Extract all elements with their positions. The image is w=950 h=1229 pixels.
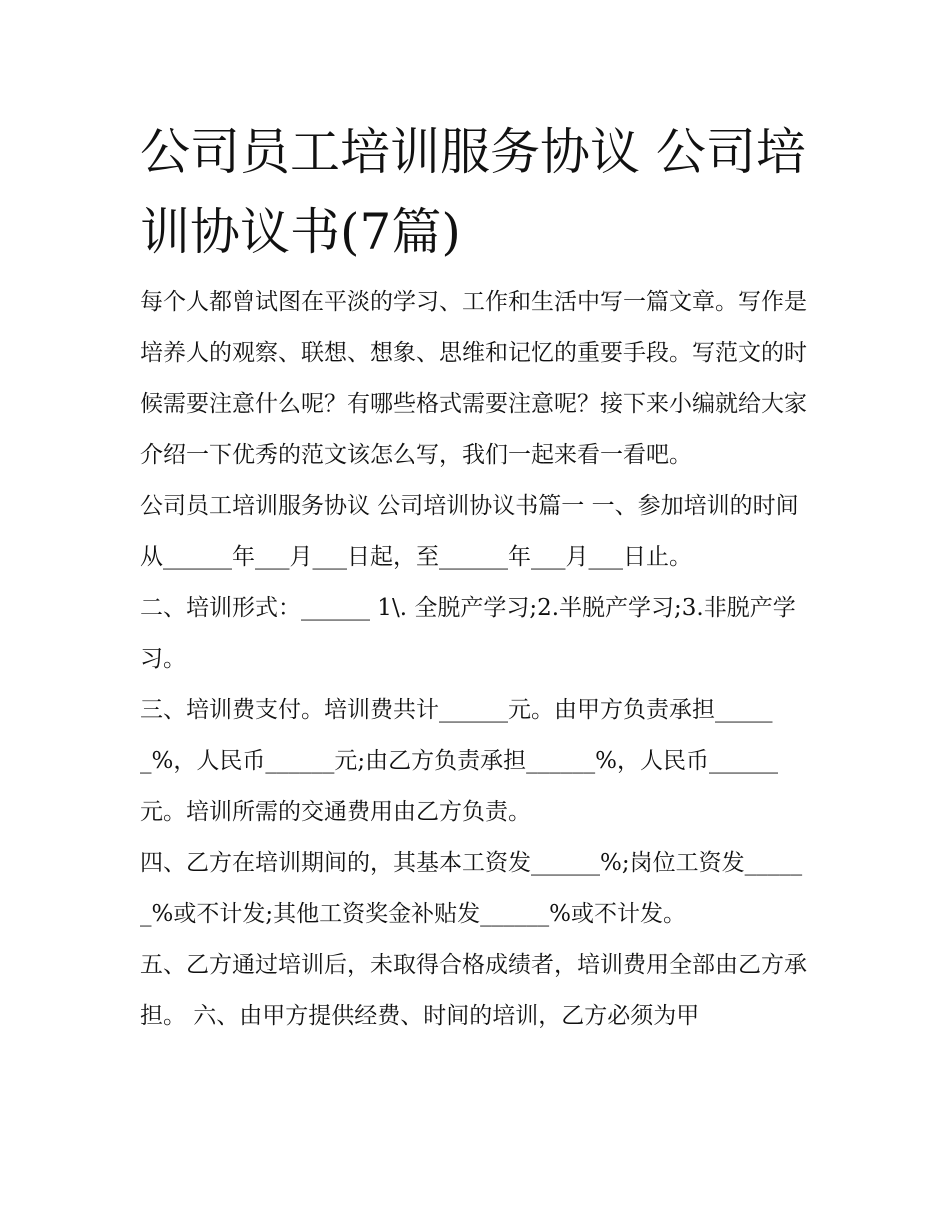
clause-two-paragraph: 二、培训形式：______ 1\. 全脱产学习;2.半脱产学习;3.非脱产学习。 (140, 595, 796, 672)
clause-four-paragraph: 四、乙方在培训期间的，其基本工资发______%;岗位工资发______%或不计发;其他工资奖金补贴发______%或不计发。 (140, 850, 803, 927)
document-title: 公司员工培训服务协议 公司培训协议书(7篇) (140, 123, 806, 261)
clause-five-six-paragraph: 五、乙方通过培训后，未取得合格成绩者，培训费用全部由乙方承担。 六、由甲方提供经费、时间的培训，乙方必须为甲 (140, 952, 807, 1029)
clause-one-paragraph: 公司员工培训服务协议 公司培训协议书篇一 一、参加培训的时间从______年___月___日起，至______年___月___日止。 (140, 493, 799, 570)
document-body (140, 277, 820, 1042)
intro-paragraph: 每个人都曾试图在平淡的学习、工作和生活中写一篇文章。写作是培养人的观察、联想、想象、思维和记忆的重要手段。写范文的时候需要注意什么呢？有哪些格式需要注意呢？接下来小编就给大家介绍一下优秀的范文该怎么写，我们一起来看一看吧。 (140, 289, 807, 468)
clause-three-paragraph: 三、培训费支付。培训费共计______元。由甲方负责承担______%，人民币______元;由乙方负责承担______%，人民币______元。培训所需的交通费用由乙方负责。 (140, 697, 778, 825)
